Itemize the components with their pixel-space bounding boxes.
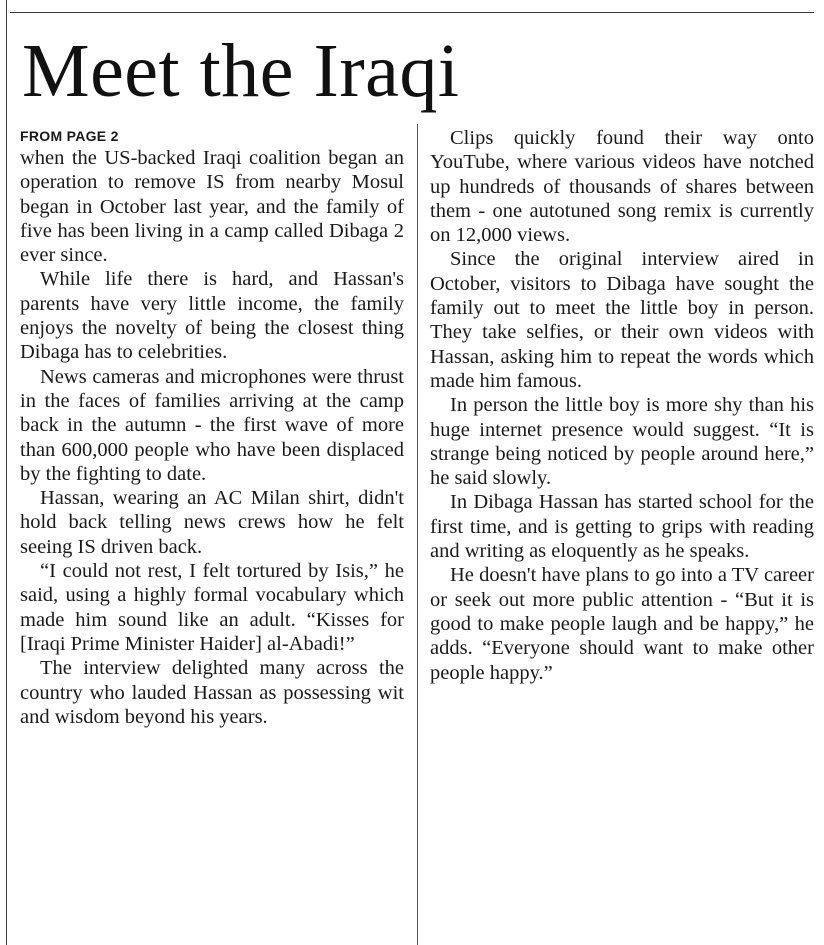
article-column-right	[430, 126, 814, 685]
paragraph-left-4: Hassan, wearing an AC Milan shirt, didn't hold back telling news crews how he felt seeing IS driven back.	[20, 487, 404, 558]
paragraph-right-5: He doesn't have plans to go into a TV career or seek out more public attention - “But it is good to make people laugh and be happy,” he adds. “Everyone should want to make other people happy.”	[430, 564, 814, 684]
paragraph-right-4: In Dibaga Hassan has started school for the first time, and is getting to grips with reading and writing as eloquently as he speaks.	[430, 491, 814, 563]
paragraph-right-1: Clips quickly found their way onto YouTube, where various videos have notched up hundreds of thousands of shares between them - one autotuned song remix is currently on 12,000 views.	[430, 127, 814, 247]
paragraph-left-6: The interview delighted many across the country who lauded Hassan as possessing wit and wisdom beyond his years.	[20, 657, 404, 728]
paragraph-left-3: News cameras and microphones were thrust in the faces of families arriving at the camp back in the autumn - the first wave of more than 600,000 people who have been displaced by the fighting to date.	[20, 365, 404, 485]
paragraph-left-1: when the US-backed Iraqi coalition began an operation to remove IS from nearby Mosul began in October last year, and the family of five has been living in a camp called Dibaga 2 ever since.	[20, 147, 404, 267]
page-top-rule	[10, 12, 814, 13]
paragraph-left-5: “I could not rest, I felt tortured by Isis,” he said, using a highly formal vocabulary which made him sound like an adult. “Kisses for [Iraqi Prime Minister Haider] al-Abadi!”	[20, 560, 404, 655]
page-left-edge-rule	[6, 0, 7, 945]
continuation-label: FROM PAGE 2	[20, 128, 119, 144]
article-column-left	[20, 126, 404, 729]
paragraph-right-2: Since the original interview aired in October, visitors to Dibaga have sought the family out to meet the little boy in person. They take selfies, or their own videos with Hassan, asking him to repeat the words which made him famous.	[430, 248, 814, 392]
paragraph-left-2: While life there is hard, and Hassan's parents have very little income, the family enjoys the novelty of being the closest thing Dibaga has to celebrities.	[20, 268, 404, 364]
column-divider	[417, 124, 418, 945]
headline: Meet the Iraqi	[22, 29, 460, 113]
paragraph-right-3: In person the little boy is more shy than his huge internet presence would suggest. “It is strange being noticed by people around here,” he said slowly.	[430, 394, 814, 490]
